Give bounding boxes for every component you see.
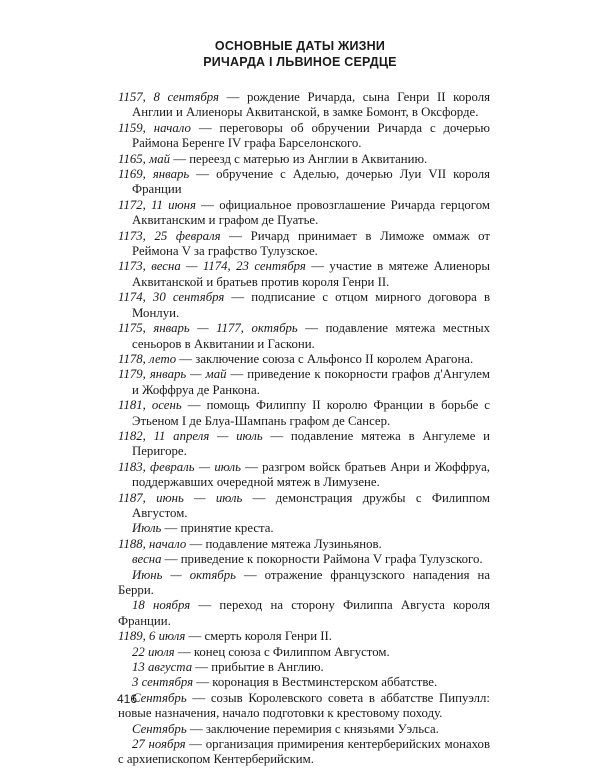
entry-1179 — [118, 367, 490, 398]
entry-date: весна — [132, 552, 162, 567]
entry-1188-nov — [118, 598, 490, 629]
entry-1187-july — [118, 521, 490, 536]
entry-date: 18 ноября — [132, 598, 191, 613]
entry-text: — заключение перемирия с князьями Уэльса. — [186, 721, 439, 736]
entry-date: 3 сентября — [132, 675, 194, 690]
entry-text: — официальное провозглашение Ричарда герцогом Аквитанским и графом де Пуатье. — [132, 197, 490, 228]
entry-1188-june — [118, 568, 490, 599]
entry-date: Июль — [132, 521, 162, 536]
entry-text: — подавление мятежа в Ангулеме и Перигоре. — [132, 428, 490, 459]
entry-text: — переезд с матерью из Англии в Аквитанию. — [170, 151, 428, 166]
entry-date: 1169, январь — [118, 167, 190, 182]
entry-1189-nov — [118, 737, 490, 768]
entry-date: 1174, 30 сентября — [118, 290, 225, 305]
entry-date: 1173, 25 февраля — [118, 228, 221, 243]
entry-date: Сентябрь — [132, 690, 187, 705]
entry-text: — разгром войск братьев Анри и Жоффруа, поддержавших очередной мятеж в Лимузене. — [132, 459, 490, 490]
entry-1189-sep-wales — [118, 722, 490, 737]
entry-text: — обручение с Аделью, дочерью Луи VII короля Франции — [132, 167, 490, 197]
entry-text: — подавление мятежа местных сеньоров в Аквитании и Гаскони. — [132, 321, 490, 351]
entry-text: — принятие креста. — [161, 521, 274, 536]
entry-1174 — [118, 290, 490, 321]
entry-1169 — [118, 167, 490, 198]
entry-text: — участие в мятеже Алиеноры Аквитанской и братьев против короля Генри II. — [132, 259, 490, 289]
entry-date: 1179, январь — май — [118, 367, 227, 382]
entry-text: — организация примирения кентерберийских монахов с архиепископом Кентерберийским. — [118, 737, 490, 767]
entry-1189 — [118, 629, 490, 644]
entry-1178 — [118, 352, 490, 367]
entry-text: — заключение союза с Альфонсо II королем Арагона. — [176, 351, 474, 366]
entry-date: 1175, январь — 1177, октябрь — [118, 321, 298, 336]
entry-1189-jul — [118, 645, 490, 660]
entry-text: — переход на сторону Филиппа Августа короля Франции. — [118, 598, 490, 628]
entry-1187 — [118, 491, 490, 522]
entry-date: 13 августа — [132, 660, 193, 675]
entry-text: — Ричард принимает в Лиможе оммаж от Реймона V за графство Тулузское. — [132, 228, 490, 259]
entry-date: 1188, начало — [118, 536, 187, 551]
entry-date: 1165, май — [118, 151, 171, 166]
entry-text: — демонстрация дружбы с Филиппом Августом. — [132, 490, 490, 520]
entry-date: 1187, июнь — июль — [118, 490, 243, 505]
page-number: 416 — [117, 692, 138, 706]
entry-date: 1181, осень — [118, 398, 182, 413]
entry-date: 1159, начало — [118, 120, 191, 135]
entry-1189-aug — [118, 660, 490, 675]
entry-1173-feb — [118, 229, 490, 260]
entry-text: — приведение к покорности графов д'Ангулем и Жоффруа де Ранкона. — [132, 367, 490, 397]
entry-1183 — [118, 460, 490, 491]
entry-1173-spring — [118, 259, 490, 290]
entry-text: — переговоры об обручении Ричарда с дочерью Раймона Беренге IV графа Барселонского. — [132, 120, 490, 151]
entry-text: — помощь Филиппу II королю Франции в борьбе с Этьеном I де Блуа-Шампань графом де Сансер. — [132, 398, 490, 428]
entry-1157 — [118, 90, 490, 121]
entry-text: — отражение французского нападения на Берри. — [118, 567, 490, 597]
entry-date: 1183, февраль — июль — [118, 459, 241, 474]
entry-1159 — [118, 121, 490, 152]
entry-1165 — [118, 152, 490, 167]
entry-date: 1157, 8 сентября — [118, 90, 219, 104]
entry-1189-sep3 — [118, 675, 490, 690]
entry-date: 1172, 11 июня — [118, 197, 196, 212]
entry-1175 — [118, 321, 490, 352]
entry-date: 1178, лето — [118, 351, 177, 366]
entry-text: — подписание с отцом мирного договора в Монлуи. — [132, 290, 490, 320]
entry-1189-sep-council — [118, 691, 490, 722]
entry-text: — коронация в Вестминстерском аббатстве. — [193, 675, 438, 690]
entry-text: — приведение к покорности Раймона V графа Тулузского. — [161, 552, 483, 567]
entry-date: 27 ноября — [132, 737, 186, 752]
entry-1188-spring — [118, 552, 490, 567]
entry-date: Июнь — октябрь — [132, 567, 236, 582]
entry-1182 — [118, 429, 490, 460]
entry-1172 — [118, 198, 490, 229]
entry-text: — конец союза с Филиппом Августом. — [174, 644, 390, 659]
entry-1188 — [118, 537, 490, 552]
entry-date: 22 июля — [132, 644, 175, 659]
entry-text: — прибытие в Англию. — [192, 660, 324, 675]
chronology-list — [118, 90, 490, 768]
page-title-line-1: ОСНОВНЫЕ ДАТЫ ЖИЗНИ — [214, 39, 386, 53]
entry-date: 1182, 11 апреля — июль — [118, 428, 263, 443]
entry-date: Сентябрь — [132, 721, 187, 736]
entry-text: — подавление мятежа Лузиньянов. — [186, 536, 382, 551]
entry-text: — рождение Ричарда, сына Генри II короля Англии и Алиеноры Аквитанской, в замке Бомонт, в Оксфорде. — [132, 90, 490, 120]
page-title-line-2: РИЧАРДА I ЛЬВИНОЕ СЕРДЦЕ — [203, 55, 397, 69]
entry-date: 1173, весна — 1174, 23 сентября — [118, 259, 306, 274]
entry-text: — смерть короля Генри II. — [185, 629, 332, 644]
entry-1181 — [118, 398, 490, 429]
entry-date: 1189, 6 июля — [118, 629, 186, 644]
entry-text: — созыв Королевского совета в аббатстве Пипуэлл: новые назначения, начало подготовки к крестовому походу. — [118, 690, 490, 721]
